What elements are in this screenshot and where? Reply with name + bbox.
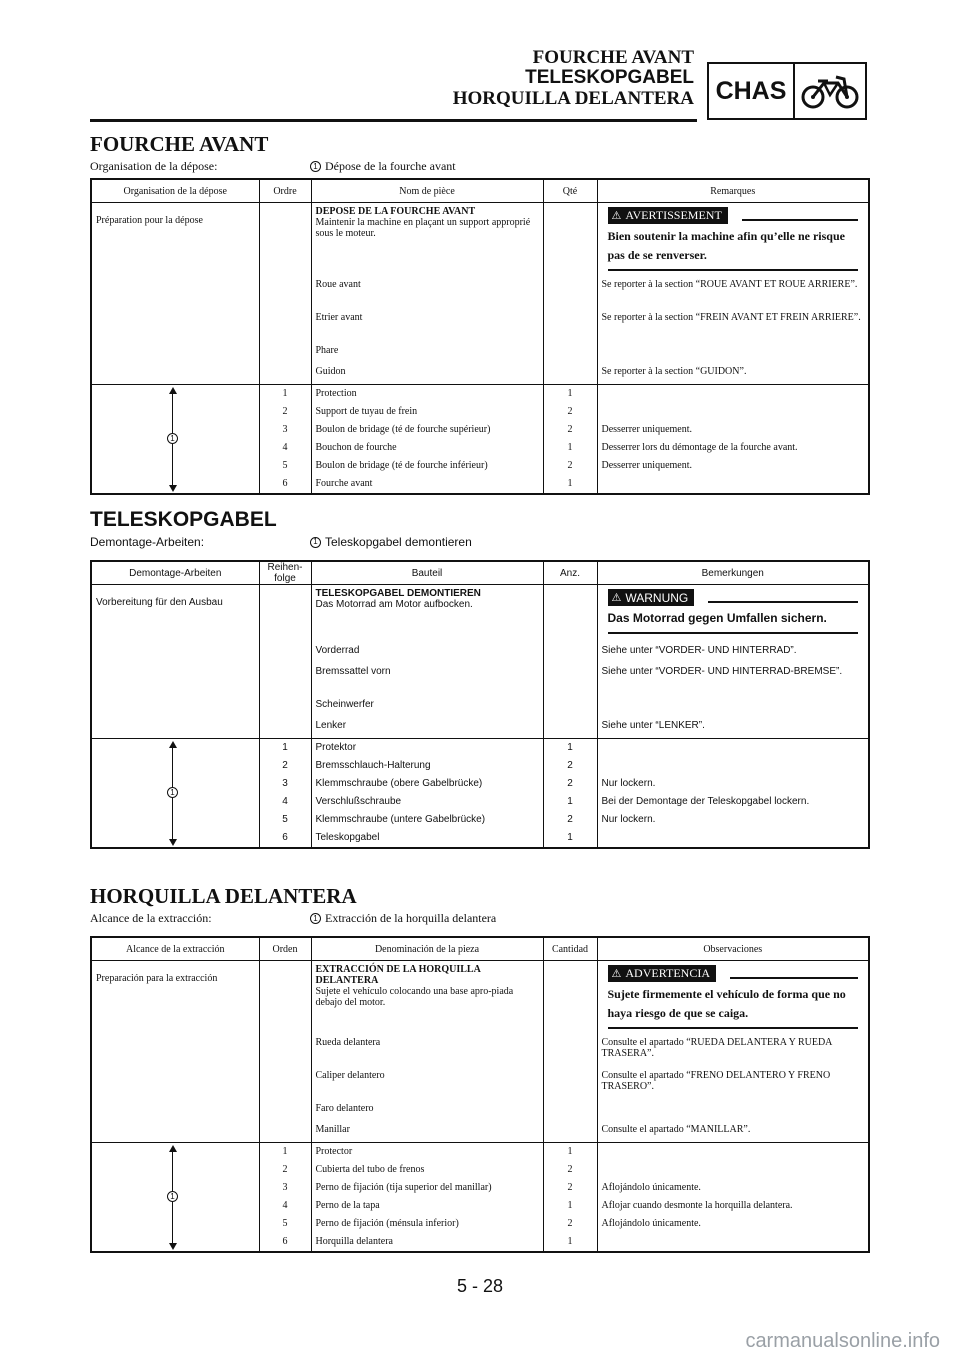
part-cell: Perno de la tapa <box>311 1197 543 1215</box>
order-cell: 2 <box>259 1161 311 1179</box>
section-fr <box>90 132 868 489</box>
group-arrow <box>91 739 259 849</box>
part-cell: Bremssattel vorn <box>311 663 543 696</box>
order-cell: 4 <box>259 793 311 811</box>
remark-cell: Se reporter à la section “FREIN AVANT ET FREIN ARRIERE”. <box>601 312 861 323</box>
order-cell <box>259 1121 311 1143</box>
table-row <box>91 585 869 643</box>
order-cell <box>259 276 311 309</box>
column-header: Demontage-Arbeiten <box>91 561 259 585</box>
header-title-fr: FOURCHE AVANT <box>532 47 694 68</box>
table-row <box>91 385 869 404</box>
order-cell: 2 <box>259 403 311 421</box>
subtitle-label: Alcance de la extracción: <box>90 911 212 925</box>
warning-label-text: ADVERTENCIA <box>625 966 710 980</box>
part-cell: Perno de fijación (tija superior del manillar) <box>311 1179 543 1197</box>
section-title: HORQUILLA DELANTERA <box>90 884 357 908</box>
warning-text: Sujete firmemente el vehículo de forma que no haya riesgo de que se caiga. <box>608 985 859 1029</box>
arrow-up-icon <box>169 387 177 394</box>
qty-cell <box>543 717 597 739</box>
qty-cell <box>543 1100 597 1121</box>
remark-cell: Siehe unter “LENKER”. <box>601 720 705 731</box>
qty-cell <box>543 1034 597 1067</box>
part-cell <box>311 203 543 277</box>
circled-number: 1 <box>310 161 321 172</box>
remark-cell <box>597 696 869 717</box>
warning-cell <box>597 961 869 1035</box>
remark-cell: Consulte el apartado “MANILLAR”. <box>601 1124 751 1135</box>
qty-cell <box>543 663 597 696</box>
warning-rule <box>742 219 858 221</box>
part-cell: Bremsschlauch-Halterung <box>311 757 543 775</box>
order-cell: 4 <box>259 439 311 457</box>
arrow-down-icon <box>169 485 177 492</box>
remark-cell <box>597 1143 869 1162</box>
part-cell: Guidon <box>311 363 543 385</box>
qty-cell: 1 <box>543 1233 597 1252</box>
warning-cell <box>597 585 869 643</box>
qty-cell: 1 <box>543 475 597 494</box>
qty-cell <box>543 1121 597 1143</box>
order-cell: 3 <box>259 775 311 793</box>
prep-title: TELESKOPGABEL DEMONTIEREN <box>315 588 481 599</box>
qty-cell: 2 <box>543 421 597 439</box>
order-cell: 3 <box>259 1179 311 1197</box>
prep-label-text: Vorbereitung für den Ausbau <box>96 597 223 608</box>
prep-title: DEPOSE DE LA FOURCHE AVANT <box>315 206 476 217</box>
part-cell: Protector <box>311 1143 543 1162</box>
subtitle-text: Dépose de la fourche avant <box>325 159 456 173</box>
column-header: Remarques <box>597 179 869 203</box>
header-title-es: HORQUILLA DELANTERA <box>452 88 694 109</box>
circled-number: 1 <box>167 787 178 798</box>
column-header: Cantidad <box>543 937 597 961</box>
remark-cell <box>597 385 869 404</box>
order-cell: 6 <box>259 829 311 848</box>
table-header-row <box>91 937 869 961</box>
order-cell: 3 <box>259 421 311 439</box>
prep-label-text: Preparación para la extracción <box>96 973 218 984</box>
part-cell: Verschlußschraube <box>311 793 543 811</box>
qty-cell: 2 <box>543 403 597 421</box>
subtitle-text: Extracción de la horquilla delantera <box>325 911 497 925</box>
column-header: Anz. <box>543 561 597 585</box>
warning-text: Bien soutenir la machine afin qu’elle ne risque pas de se renverser. <box>608 227 859 271</box>
remark-cell: Bei der Demontage der Teleskopgabel lockern. <box>601 796 810 807</box>
order-cell: 4 <box>259 1197 311 1215</box>
part-cell: Boulon de bridage (té de fourche inférieur) <box>311 457 543 475</box>
prep-text: Maintenir la machine en plaçant un support approprié sous le moteur. <box>315 217 531 239</box>
qty-cell: 1 <box>543 739 597 758</box>
warning-head <box>608 965 859 982</box>
remark-cell <box>597 475 869 494</box>
subtitle-value <box>310 911 496 926</box>
column-header: Alcance de la extracción <box>91 937 259 961</box>
section-subtitle <box>90 535 868 551</box>
warning-rule <box>730 977 858 979</box>
section-subtitle <box>90 159 868 175</box>
remark-cell <box>597 342 869 363</box>
order-cell: 6 <box>259 1233 311 1252</box>
subtitle-label: Organisation de la dépose: <box>90 159 218 173</box>
part-cell <box>311 585 543 643</box>
order-cell: 6 <box>259 475 311 494</box>
table-row <box>91 961 869 1035</box>
table-header-row <box>91 561 869 585</box>
part-cell: Scheinwerfer <box>311 696 543 717</box>
column-header: Bemerkungen <box>597 561 869 585</box>
qty-cell: 2 <box>543 1215 597 1233</box>
order-cell <box>259 663 311 696</box>
qty-cell: 1 <box>543 793 597 811</box>
warning-rule <box>708 601 858 603</box>
circled-number: 1 <box>310 537 321 548</box>
part-cell: Rueda delantera <box>311 1034 543 1067</box>
qty-cell: 1 <box>543 385 597 404</box>
qty-cell <box>543 342 597 363</box>
part-cell: Fourche avant <box>311 475 543 494</box>
section-subtitle <box>90 911 868 927</box>
part-cell: Etrier avant <box>311 309 543 342</box>
remark-cell: Siehe unter “VORDER- UND HINTERRAD”. <box>601 645 797 656</box>
warning-head <box>608 207 859 224</box>
remark-cell: Desserrer uniquement. <box>601 460 693 471</box>
qty-cell <box>543 309 597 342</box>
table-row <box>91 203 869 277</box>
prep-title: EXTRACCIÓN DE LA HORQUILLA DELANTERA <box>315 964 481 986</box>
qty-cell <box>543 585 597 643</box>
order-cell <box>259 309 311 342</box>
qty-cell: 2 <box>543 1161 597 1179</box>
prep-label-text: Préparation pour la dépose <box>96 215 203 226</box>
qty-cell: 2 <box>543 757 597 775</box>
arrow-up-icon <box>169 741 177 748</box>
order-cell: 5 <box>259 811 311 829</box>
remark-cell <box>597 1161 869 1179</box>
part-cell: Teleskopgabel <box>311 829 543 848</box>
group-arrow <box>91 385 259 495</box>
circled-number: 1 <box>310 913 321 924</box>
section-title: TELESKOPGABEL <box>90 508 277 531</box>
warning-head <box>608 589 859 606</box>
header-title-de: TELESKOPGABEL <box>525 67 694 88</box>
order-cell <box>259 1034 311 1067</box>
part-cell: Klemmschraube (obere Gabelbrücke) <box>311 775 543 793</box>
order-cell: 5 <box>259 457 311 475</box>
column-header: Orden <box>259 937 311 961</box>
qty-cell: 1 <box>543 829 597 848</box>
warning-box <box>608 965 859 1029</box>
warning-triangle-icon: ⚠ <box>611 968 622 980</box>
qty-cell: 2 <box>543 811 597 829</box>
column-header: Denominación de la pieza <box>311 937 543 961</box>
prep-text: Das Motorrad am Motor aufbocken. <box>315 599 473 610</box>
remark-cell: Desserrer uniquement. <box>601 424 693 435</box>
warning-box <box>608 207 859 271</box>
remark-cell: Desserrer lors du démontage de la fourche avant. <box>601 442 798 453</box>
part-cell: Horquilla delantera <box>311 1233 543 1252</box>
column-header: Organisation de la dépose <box>91 179 259 203</box>
column-header: Observaciones <box>597 937 869 961</box>
disassembly-table <box>90 936 870 1253</box>
motorcycle-icon <box>795 64 865 118</box>
prep-label <box>91 585 259 739</box>
circled-number: 1 <box>167 1191 178 1202</box>
section-es <box>90 884 868 1247</box>
column-header: Ordre <box>259 179 311 203</box>
order-cell <box>259 642 311 663</box>
column-header: Reihen-folge <box>259 561 311 585</box>
order-cell: 1 <box>259 739 311 758</box>
remark-cell <box>597 829 869 848</box>
column-header: Nom de pièce <box>311 179 543 203</box>
part-cell: Support de tuyau de frein <box>311 403 543 421</box>
part-cell: Vorderrad <box>311 642 543 663</box>
part-cell: Lenker <box>311 717 543 739</box>
qty-cell: 2 <box>543 1179 597 1197</box>
part-cell: Protection <box>311 385 543 404</box>
order-cell: 1 <box>259 1143 311 1162</box>
qty-cell <box>543 642 597 663</box>
part-cell: Caliper delantero <box>311 1067 543 1100</box>
order-cell <box>259 1067 311 1100</box>
remark-cell: Nur lockern. <box>601 814 656 825</box>
order-cell <box>259 696 311 717</box>
order-cell: 1 <box>259 385 311 404</box>
order-cell <box>259 717 311 739</box>
part-cell: Cubierta del tubo de frenos <box>311 1161 543 1179</box>
part-cell <box>311 961 543 1035</box>
subtitle-text: Teleskopgabel demontieren <box>325 535 472 549</box>
warning-label <box>608 589 695 606</box>
part-cell: Klemmschraube (untere Gabelbrücke) <box>311 811 543 829</box>
part-cell: Boulon de bridage (té de fourche supérieur) <box>311 421 543 439</box>
remark-cell: Aflojándolo únicamente. <box>601 1182 701 1193</box>
order-cell <box>259 363 311 385</box>
remark-cell <box>597 1100 869 1121</box>
chapter-box <box>707 62 867 120</box>
qty-cell: 1 <box>543 1197 597 1215</box>
warning-cell <box>597 203 869 277</box>
warning-label <box>608 965 716 982</box>
qty-cell <box>543 1067 597 1100</box>
remark-cell: Siehe unter “VORDER- UND HINTERRAD-BREMSE”. <box>601 666 843 677</box>
warning-text: Das Motorrad gegen Umfallen sichern. <box>608 609 859 634</box>
page-header-titles <box>453 48 694 109</box>
remark-cell: Se reporter à la section “GUIDON”. <box>601 366 747 377</box>
part-cell: Faro delantero <box>311 1100 543 1121</box>
subtitle-value <box>310 159 456 174</box>
table-row <box>91 739 869 758</box>
remark-cell: Aflojándolo únicamente. <box>601 1218 701 1229</box>
warning-label-text: AVERTISSEMENT <box>625 208 722 222</box>
remark-cell: Nur lockern. <box>601 778 656 789</box>
arrow-down-icon <box>169 839 177 846</box>
circled-number: 1 <box>167 433 178 444</box>
part-cell: Bouchon de fourche <box>311 439 543 457</box>
remark-cell <box>597 403 869 421</box>
qty-cell <box>543 276 597 309</box>
group-arrow <box>91 1143 259 1253</box>
qty-cell: 1 <box>543 439 597 457</box>
arrow-up-icon <box>169 1145 177 1152</box>
qty-cell <box>543 696 597 717</box>
part-cell: Perno de fijación (ménsula inferior) <box>311 1215 543 1233</box>
remark-cell <box>597 739 869 758</box>
qty-cell <box>543 961 597 1035</box>
column-header: Qté <box>543 179 597 203</box>
warning-label <box>608 207 728 224</box>
warning-triangle-icon: ⚠ <box>611 592 622 604</box>
part-cell: Roue avant <box>311 276 543 309</box>
section-title: FOURCHE AVANT <box>90 132 269 156</box>
table-row <box>91 1143 869 1162</box>
qty-cell <box>543 363 597 385</box>
order-cell <box>259 585 311 643</box>
order-cell <box>259 203 311 277</box>
page-number: 5 - 28 <box>456 1276 504 1296</box>
remark-cell <box>597 1233 869 1252</box>
order-cell <box>259 961 311 1035</box>
part-cell: Protektor <box>311 739 543 758</box>
prep-label <box>91 961 259 1143</box>
header-rule <box>90 119 697 122</box>
prep-text: Sujete el vehículo colocando una base apro-piada debajo del motor. <box>315 986 514 1008</box>
remark-cell: Aflojar cuando desmonte la horquilla delantera. <box>601 1200 793 1211</box>
qty-cell: 1 <box>543 1143 597 1162</box>
prep-label <box>91 203 259 385</box>
remark-cell: Consulte el apartado “RUEDA DELANTERA Y RUEDA TRASERA”. <box>601 1037 832 1059</box>
remark-cell: Se reporter à la section “ROUE AVANT ET ROUE ARRIERE”. <box>601 279 858 290</box>
remark-cell: Consulte el apartado “FRENO DELANTERO Y FRENO TRASERO”. <box>601 1070 831 1092</box>
warning-box <box>608 589 859 634</box>
qty-cell: 2 <box>543 775 597 793</box>
chapter-label: CHAS <box>709 64 795 118</box>
remark-cell <box>597 757 869 775</box>
order-cell: 2 <box>259 757 311 775</box>
warning-label-text: WARNUNG <box>625 590 689 605</box>
order-cell: 5 <box>259 1215 311 1233</box>
column-header: Bauteil <box>311 561 543 585</box>
table-header-row <box>91 179 869 203</box>
subtitle-value <box>310 535 472 549</box>
subtitle-label: Demontage-Arbeiten: <box>90 535 205 549</box>
disassembly-table <box>90 178 870 495</box>
qty-cell <box>543 203 597 277</box>
part-cell: Phare <box>311 342 543 363</box>
watermark: carmanualsonline.info <box>745 1330 940 1352</box>
warning-triangle-icon: ⚠ <box>611 210 622 222</box>
qty-cell: 2 <box>543 457 597 475</box>
order-cell <box>259 342 311 363</box>
order-cell <box>259 1100 311 1121</box>
arrow-down-icon <box>169 1243 177 1250</box>
section-de <box>90 508 868 843</box>
disassembly-table <box>90 560 870 849</box>
part-cell: Manillar <box>311 1121 543 1143</box>
